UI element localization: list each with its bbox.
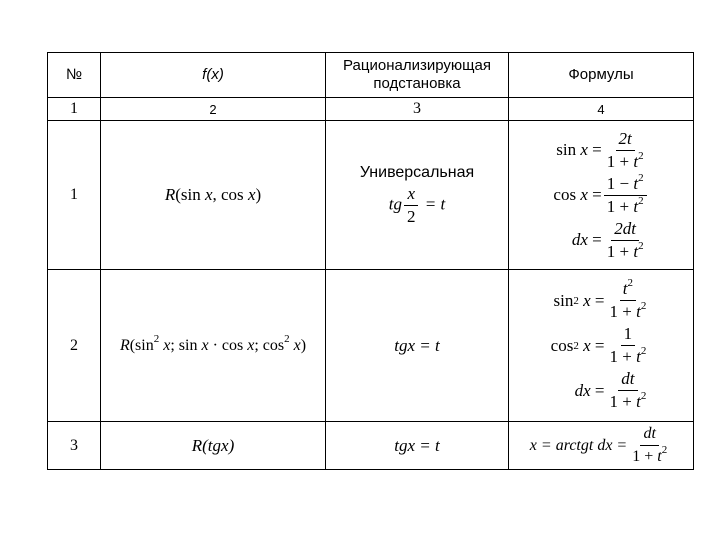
formulas-cell [509,121,693,269]
function-formula: $R(\sin^2$ x; sin x · cos x; $\cos^2 x$) [119,332,307,354]
header-substitution-line1: Рационализирующая [343,57,491,74]
header-function: f(x) [202,66,224,83]
formulas-cell [509,270,693,421]
formula-sin-squared: sin 2 x = $\frac{t^2}{1 + t^2}$ [553,277,647,321]
header-formulas: Формулы [568,66,634,83]
header-number: № [65,66,83,83]
substitution-table [47,52,694,470]
function-formula: R(tgx) [191,435,235,455]
row-number: 3 [70,436,78,454]
formulas-cell [509,422,693,469]
row-number: 1 [70,186,78,203]
index-cell: 4 [597,101,605,117]
formula-dx: dx = $\frac{2dt}{1 + t^2}$ [571,218,644,261]
substitution-formula: tgx = t [394,335,440,355]
index-cell: 1 [70,100,78,117]
substitution-cell [326,121,508,269]
formula-cos: cos x = $\frac{1 - t^2}{1 + t^2}$ [553,174,648,217]
function-cell [101,121,325,269]
substitution-cell [326,422,508,469]
header-substitution-line2: подстановка [373,75,461,92]
table-border-right [693,52,694,470]
formula-dx: dx = $\frac{dt}{1 + t^2}$ [574,369,647,411]
row-number: 2 [70,336,78,354]
substitution-formula: tgx = t [394,435,440,455]
substitution-formula: tg $\frac{x}{2}$ = t [388,183,446,226]
formula-sin: sin x = $\frac{2t}{1 + t^2}$ [556,128,644,171]
substitution-cell [326,270,508,421]
table-border-bottom [47,469,694,470]
function-cell [101,270,325,421]
formula-arctg: x = arctgt dx = $\frac{dt}{1 + t^2}$ [529,425,668,465]
formula-cos-squared: cos 2 x = $\frac{1}{1 + t^2}$ [550,324,647,366]
function-cell [101,422,325,469]
function-formula: R(sin x, cos x) [164,185,262,204]
index-cell: 3 [413,100,421,117]
index-cell: 2 [209,101,217,117]
header-substitution [326,53,508,97]
substitution-name: Универсальная [359,163,475,181]
